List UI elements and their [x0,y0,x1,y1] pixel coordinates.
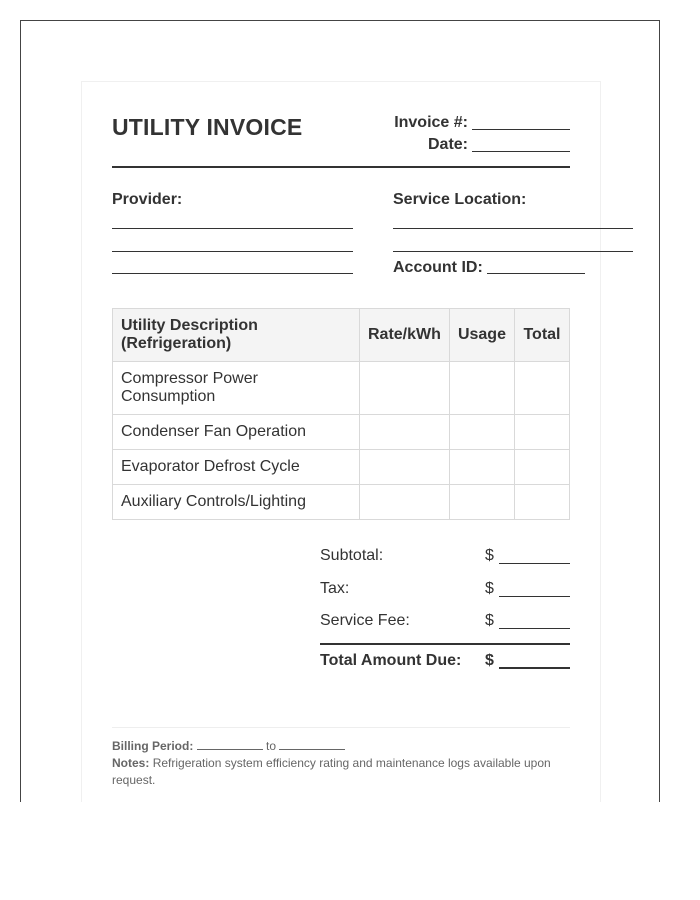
total-divider [320,643,570,645]
header-description: Utility Description (Refrigeration) [113,309,360,362]
header-usage: Usage [449,309,514,362]
subtotal-label: Subtotal: [320,547,384,564]
provider-line-2[interactable] [112,251,353,252]
provider-line-1[interactable] [112,228,353,229]
header-total: Total [514,309,569,362]
table-header-row [113,309,570,362]
service-location-line-1[interactable] [393,228,633,229]
row-rate-cell[interactable] [359,362,449,415]
service-fee-currency: $ [485,612,494,629]
service-location-line-2[interactable] [393,251,633,252]
subtotal-field[interactable] [499,563,570,564]
notes-text: Refrigeration system efficiency rating and maintenance logs available upon request. [112,756,551,787]
row-description: Condenser Fan Operation [113,415,360,450]
footer-divider [112,727,570,728]
row-total-cell[interactable] [514,485,569,520]
service-fee-field[interactable] [499,628,570,629]
row-usage-cell[interactable] [449,415,514,450]
row-description: Evaporator Defrost Cycle [113,450,360,485]
header-rate: Rate/kWh [359,309,449,362]
table-row [113,415,570,450]
invoice-title: UTILITY INVOICE [112,114,303,140]
account-id-field[interactable] [487,273,585,274]
row-usage-cell[interactable] [449,362,514,415]
row-rate-cell[interactable] [359,485,449,520]
row-usage-cell[interactable] [449,485,514,520]
service-fee-label: Service Fee: [320,612,410,629]
billing-period-end-field[interactable] [279,738,345,750]
notes [112,755,570,789]
total-amount-label: Total Amount Due: [320,652,462,669]
table-row [113,362,570,415]
tax-field[interactable] [499,596,570,597]
utility-items-table [112,308,570,520]
provider-line-3[interactable] [112,273,353,274]
total-amount-field[interactable] [499,667,570,669]
service-location-label: Service Location: [393,191,527,208]
invoice-number-field[interactable] [472,115,570,135]
row-usage-cell[interactable] [449,450,514,485]
billing-period-to: to [266,739,277,753]
billing-period-label: Billing Period: [112,739,194,753]
billing-period [112,738,570,755]
header-divider [112,166,570,168]
date-label: Date: [427,136,468,153]
row-total-cell[interactable] [514,450,569,485]
row-rate-cell[interactable] [359,415,449,450]
table-row [113,450,570,485]
total-currency: $ [485,652,494,669]
provider-label: Provider: [112,191,183,208]
row-description: Auxiliary Controls/Lighting [113,485,360,520]
row-rate-cell[interactable] [359,450,449,485]
billing-period-start-field[interactable] [197,738,263,750]
table-row [113,485,570,520]
subtotal-currency: $ [485,547,494,564]
tax-label: Tax: [320,580,350,597]
row-total-cell[interactable] [514,362,569,415]
row-total-cell[interactable] [514,415,569,450]
date-field[interactable] [472,137,570,157]
account-id-label: Account ID: [393,259,483,276]
notes-label: Notes: [112,756,150,770]
invoice-number-label: Invoice #: [394,114,468,131]
row-description: Compressor Power Consumption [113,362,360,415]
tax-currency: $ [485,580,494,597]
